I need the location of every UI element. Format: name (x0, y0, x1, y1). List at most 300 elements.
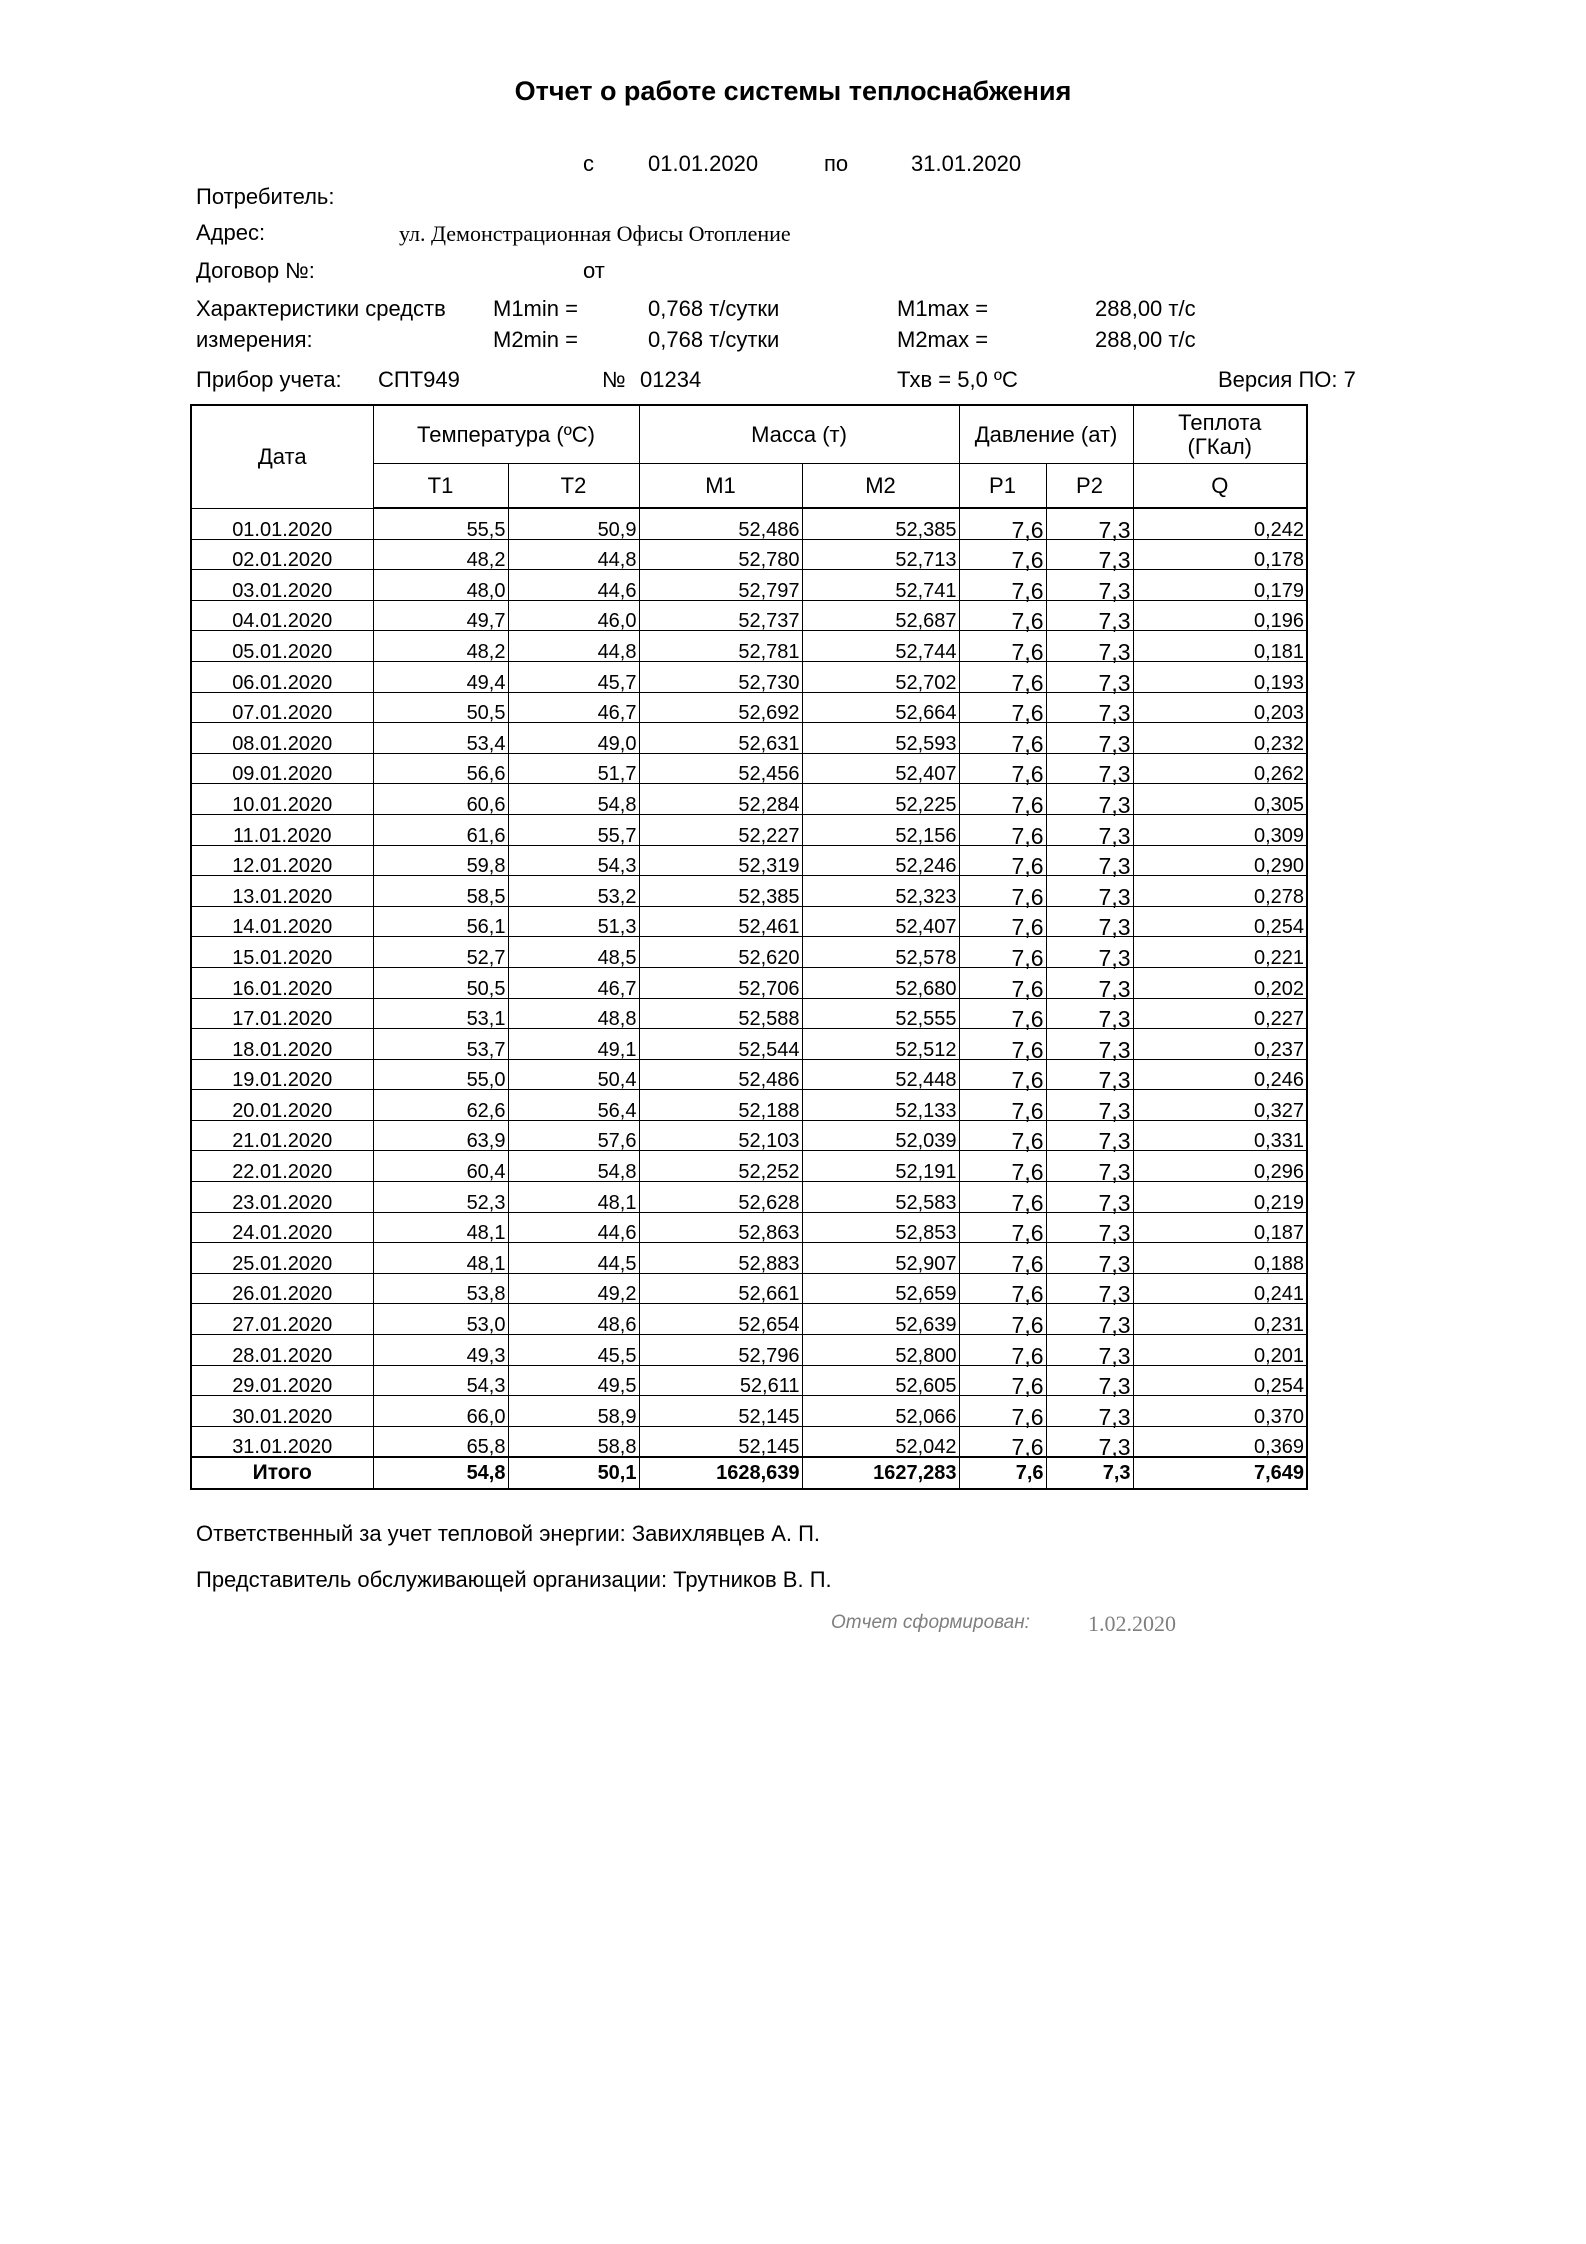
cell-p2: 7,3 (1046, 1426, 1133, 1457)
characteristics-label-line1: Характеристики средств (196, 296, 446, 321)
table-row (191, 631, 1307, 662)
cell-m1: 52,588 (639, 998, 802, 1029)
cell-date: 02.01.2020 (191, 539, 373, 570)
cell-p1: 7,6 (959, 1243, 1046, 1274)
cell-t2: 54,8 (508, 1151, 639, 1182)
table-row (191, 1029, 1307, 1060)
cell-q: 0,278 (1133, 876, 1307, 907)
cell-m1: 52,706 (639, 967, 802, 998)
period-from-date: 01.01.2020 (648, 151, 759, 176)
cell-t1: 50,5 (373, 967, 508, 998)
cell-q: 0,187 (1133, 1212, 1307, 1243)
cell-p2: 7,3 (1046, 814, 1133, 845)
cell-t1: 53,8 (373, 1273, 508, 1304)
cell-m1: 52,486 (639, 1059, 802, 1090)
header-p2: P2 (1046, 464, 1133, 509)
cell-t2: 49,0 (508, 723, 639, 754)
cell-t2: 44,5 (508, 1243, 639, 1274)
cell-m1: 52,654 (639, 1304, 802, 1335)
cell-p2: 7,3 (1046, 1335, 1133, 1366)
cell-m1: 52,486 (639, 508, 802, 539)
total-m2: 1627,283 (802, 1457, 959, 1489)
cell-t2: 58,9 (508, 1396, 639, 1427)
cell-p2: 7,3 (1046, 1151, 1133, 1182)
cell-m2: 52,225 (802, 784, 959, 815)
cell-t2: 48,5 (508, 937, 639, 968)
cell-p2: 7,3 (1046, 998, 1133, 1029)
cell-p2: 7,3 (1046, 1243, 1133, 1274)
cell-q: 0,196 (1133, 600, 1307, 631)
table-row (191, 1059, 1307, 1090)
total-m1: 1628,639 (639, 1457, 802, 1489)
cell-m2: 52,659 (802, 1273, 959, 1304)
table-row (191, 508, 1307, 539)
total-t2: 50,1 (508, 1457, 639, 1489)
table-row (191, 1151, 1307, 1182)
cell-t2: 50,4 (508, 1059, 639, 1090)
cell-t2: 48,8 (508, 998, 639, 1029)
header-heat-text: Теплота (ГКал) (1178, 409, 1262, 459)
header-date: Дата (191, 405, 373, 508)
cell-t1: 66,0 (373, 1396, 508, 1427)
header-temperature: Температура (ºС) (373, 405, 639, 464)
cell-date: 17.01.2020 (191, 998, 373, 1029)
cell-t2: 44,6 (508, 1212, 639, 1243)
cell-date: 30.01.2020 (191, 1396, 373, 1427)
cell-date: 16.01.2020 (191, 967, 373, 998)
cell-p1: 7,6 (959, 845, 1046, 876)
table-row (191, 661, 1307, 692)
cell-date: 20.01.2020 (191, 1090, 373, 1121)
cell-m2: 52,066 (802, 1396, 959, 1427)
cell-m1: 52,797 (639, 570, 802, 601)
cell-q: 0,219 (1133, 1182, 1307, 1213)
cell-t2: 57,6 (508, 1120, 639, 1151)
table-row (191, 539, 1307, 570)
cell-m1: 52,145 (639, 1426, 802, 1457)
cell-t2: 56,4 (508, 1090, 639, 1121)
cell-p1: 7,6 (959, 876, 1046, 907)
cell-t1: 53,4 (373, 723, 508, 754)
cell-p2: 7,3 (1046, 1059, 1133, 1090)
cell-t2: 45,7 (508, 661, 639, 692)
cell-q: 0,237 (1133, 1029, 1307, 1060)
cell-m1: 52,631 (639, 723, 802, 754)
cell-t1: 48,1 (373, 1212, 508, 1243)
cell-t1: 55,5 (373, 508, 508, 539)
cell-p1: 7,6 (959, 998, 1046, 1029)
cell-p1: 7,6 (959, 1273, 1046, 1304)
cold-water-temp: Тхв = 5,0 ºС (897, 367, 1018, 392)
cell-m1: 52,319 (639, 845, 802, 876)
cell-t1: 53,0 (373, 1304, 508, 1335)
cell-p1: 7,6 (959, 784, 1046, 815)
cell-m2: 52,605 (802, 1365, 959, 1396)
service-representative: Представитель обслуживающей организации: Трутников В. П. (196, 1567, 832, 1592)
cell-p2: 7,3 (1046, 1182, 1133, 1213)
cell-p1: 7,6 (959, 570, 1046, 601)
cell-t1: 60,6 (373, 784, 508, 815)
cell-t2: 51,3 (508, 906, 639, 937)
table-row (191, 814, 1307, 845)
cell-p2: 7,3 (1046, 661, 1133, 692)
cell-m2: 52,555 (802, 998, 959, 1029)
cell-p1: 7,6 (959, 508, 1046, 539)
cell-m1: 52,145 (639, 1396, 802, 1427)
total-date: Итого (191, 1457, 373, 1489)
cell-t1: 48,2 (373, 539, 508, 570)
device-model: СПТ949 (378, 367, 460, 392)
cell-date: 08.01.2020 (191, 723, 373, 754)
header-q: Q (1133, 464, 1307, 509)
table-row (191, 1212, 1307, 1243)
cell-m1: 52,628 (639, 1182, 802, 1213)
cell-m1: 52,611 (639, 1365, 802, 1396)
cell-q: 0,331 (1133, 1120, 1307, 1151)
cell-p2: 7,3 (1046, 600, 1133, 631)
cell-p1: 7,6 (959, 1029, 1046, 1060)
cell-m2: 52,744 (802, 631, 959, 662)
period-from-label: с (583, 151, 594, 176)
cell-date: 31.01.2020 (191, 1426, 373, 1457)
cell-t2: 49,5 (508, 1365, 639, 1396)
cell-p2: 7,3 (1046, 906, 1133, 937)
table-row (191, 753, 1307, 784)
table-row (191, 570, 1307, 601)
cell-t2: 48,1 (508, 1182, 639, 1213)
cell-date: 03.01.2020 (191, 570, 373, 601)
table-row (191, 1365, 1307, 1396)
cell-q: 0,290 (1133, 845, 1307, 876)
cell-q: 0,241 (1133, 1273, 1307, 1304)
cell-m1: 52,284 (639, 784, 802, 815)
cell-m2: 52,407 (802, 906, 959, 937)
cell-m1: 52,252 (639, 1151, 802, 1182)
m2max-label: M2max = (897, 327, 989, 352)
cell-m1: 52,796 (639, 1335, 802, 1366)
cell-t1: 56,1 (373, 906, 508, 937)
period-to-label: по (824, 151, 849, 176)
cell-t1: 62,6 (373, 1090, 508, 1121)
cell-q: 0,201 (1133, 1335, 1307, 1366)
cell-m2: 52,687 (802, 600, 959, 631)
cell-q: 0,254 (1133, 1365, 1307, 1396)
cell-p1: 7,6 (959, 692, 1046, 723)
cell-m2: 52,583 (802, 1182, 959, 1213)
table-row (191, 692, 1307, 723)
cell-t1: 60,4 (373, 1151, 508, 1182)
cell-t1: 65,8 (373, 1426, 508, 1457)
cell-date: 09.01.2020 (191, 753, 373, 784)
table-row (191, 600, 1307, 631)
cell-t1: 49,7 (373, 600, 508, 631)
table-row (191, 1182, 1307, 1213)
cell-p2: 7,3 (1046, 1396, 1133, 1427)
cell-p2: 7,3 (1046, 845, 1133, 876)
cell-p2: 7,3 (1046, 1120, 1133, 1151)
cell-m1: 52,661 (639, 1273, 802, 1304)
cell-p2: 7,3 (1046, 1212, 1133, 1243)
cell-t2: 53,2 (508, 876, 639, 907)
characteristics-label-line2: измерения: (196, 327, 313, 352)
cell-q: 0,181 (1133, 631, 1307, 662)
cell-m1: 52,737 (639, 600, 802, 631)
cell-q: 0,242 (1133, 508, 1307, 539)
cell-m1: 52,692 (639, 692, 802, 723)
cell-p1: 7,6 (959, 661, 1046, 692)
cell-p1: 7,6 (959, 1151, 1046, 1182)
cell-t2: 45,5 (508, 1335, 639, 1366)
cell-q: 0,179 (1133, 570, 1307, 601)
cell-p1: 7,6 (959, 539, 1046, 570)
cell-date: 22.01.2020 (191, 1151, 373, 1182)
cell-m1: 52,456 (639, 753, 802, 784)
cell-date: 05.01.2020 (191, 631, 373, 662)
cell-p2: 7,3 (1046, 967, 1133, 998)
report-title: Отчет о работе системы теплоснабжения (514, 76, 1072, 106)
cell-m1: 52,730 (639, 661, 802, 692)
table-row (191, 967, 1307, 998)
cell-p1: 7,6 (959, 1182, 1046, 1213)
cell-date: 23.01.2020 (191, 1182, 373, 1213)
table-row (191, 723, 1307, 754)
contract-from-label: от (583, 258, 605, 283)
cell-q: 0,254 (1133, 906, 1307, 937)
m2min-label: M2min = (493, 327, 578, 352)
cell-m1: 52,103 (639, 1120, 802, 1151)
cell-m2: 52,593 (802, 723, 959, 754)
cell-t2: 51,7 (508, 753, 639, 784)
cell-q: 0,370 (1133, 1396, 1307, 1427)
cell-q: 0,296 (1133, 1151, 1307, 1182)
cell-date: 26.01.2020 (191, 1273, 373, 1304)
table-row (191, 1426, 1307, 1457)
cell-m2: 52,133 (802, 1090, 959, 1121)
cell-m2: 52,664 (802, 692, 959, 723)
cell-m1: 52,227 (639, 814, 802, 845)
cell-p1: 7,6 (959, 814, 1046, 845)
cell-p1: 7,6 (959, 906, 1046, 937)
cell-t1: 48,1 (373, 1243, 508, 1274)
cell-m2: 52,039 (802, 1120, 959, 1151)
cell-p2: 7,3 (1046, 570, 1133, 601)
table-row (191, 1335, 1307, 1366)
cell-m1: 52,883 (639, 1243, 802, 1274)
cell-t1: 59,8 (373, 845, 508, 876)
total-row (191, 1457, 1307, 1489)
m1min-label: M1min = (493, 296, 578, 321)
cell-m1: 52,780 (639, 539, 802, 570)
cell-date: 12.01.2020 (191, 845, 373, 876)
cell-t1: 48,2 (373, 631, 508, 662)
cell-t2: 48,6 (508, 1304, 639, 1335)
cell-p1: 7,6 (959, 1426, 1046, 1457)
cell-date: 06.01.2020 (191, 661, 373, 692)
cell-q: 0,202 (1133, 967, 1307, 998)
cell-t1: 63,9 (373, 1120, 508, 1151)
cell-date: 27.01.2020 (191, 1304, 373, 1335)
cell-t1: 53,1 (373, 998, 508, 1029)
table-row (191, 1120, 1307, 1151)
table-row (191, 1090, 1307, 1121)
cell-m2: 52,907 (802, 1243, 959, 1274)
cell-q: 0,305 (1133, 784, 1307, 815)
table-row (191, 906, 1307, 937)
header-p1: P1 (959, 464, 1046, 509)
cell-p1: 7,6 (959, 631, 1046, 662)
table-row (191, 1243, 1307, 1274)
header-pressure: Давление (ат) (959, 405, 1133, 464)
header-t2: T2 (508, 464, 639, 509)
cell-p2: 7,3 (1046, 692, 1133, 723)
cell-p2: 7,3 (1046, 753, 1133, 784)
cell-t1: 53,7 (373, 1029, 508, 1060)
cell-m2: 52,191 (802, 1151, 959, 1182)
cell-m2: 52,578 (802, 937, 959, 968)
cell-t1: 52,3 (373, 1182, 508, 1213)
device-number-label: № (602, 367, 626, 392)
cell-t2: 44,6 (508, 570, 639, 601)
cell-t2: 54,8 (508, 784, 639, 815)
generated-label: Отчет сформирован: (831, 1612, 1030, 1633)
cell-q: 0,221 (1133, 937, 1307, 968)
cell-q: 0,232 (1133, 723, 1307, 754)
cell-t1: 61,6 (373, 814, 508, 845)
cell-p1: 7,6 (959, 1365, 1046, 1396)
cell-m1: 52,863 (639, 1212, 802, 1243)
cell-t1: 48,0 (373, 570, 508, 601)
cell-m2: 52,385 (802, 508, 959, 539)
cell-p2: 7,3 (1046, 937, 1133, 968)
cell-q: 0,231 (1133, 1304, 1307, 1335)
cell-m2: 52,156 (802, 814, 959, 845)
total-q: 7,649 (1133, 1457, 1307, 1489)
device-number: 01234 (640, 367, 702, 392)
cell-t2: 49,2 (508, 1273, 639, 1304)
cell-t2: 46,0 (508, 600, 639, 631)
cell-p2: 7,3 (1046, 723, 1133, 754)
cell-p2: 7,3 (1046, 1090, 1133, 1121)
cell-q: 0,369 (1133, 1426, 1307, 1457)
cell-p2: 7,3 (1046, 1273, 1133, 1304)
cell-t2: 44,8 (508, 631, 639, 662)
cell-p1: 7,6 (959, 1090, 1046, 1121)
cell-m1: 52,781 (639, 631, 802, 662)
total-t1: 54,8 (373, 1457, 508, 1489)
cell-m2: 52,702 (802, 661, 959, 692)
cell-m2: 52,800 (802, 1335, 959, 1366)
cell-q: 0,246 (1133, 1059, 1307, 1090)
cell-date: 21.01.2020 (191, 1120, 373, 1151)
cell-t1: 49,4 (373, 661, 508, 692)
m2min-value: 0,768 т/сутки (648, 327, 780, 352)
cell-m2: 52,639 (802, 1304, 959, 1335)
cell-t2: 50,9 (508, 508, 639, 539)
cell-date: 24.01.2020 (191, 1212, 373, 1243)
m1max-label: M1max = (897, 296, 989, 321)
cell-p1: 7,6 (959, 1212, 1046, 1243)
cell-m1: 52,188 (639, 1090, 802, 1121)
cell-q: 0,227 (1133, 998, 1307, 1029)
cell-m1: 52,385 (639, 876, 802, 907)
consumer-label: Потребитель: (196, 184, 335, 209)
cell-date: 10.01.2020 (191, 784, 373, 815)
cell-m2: 52,246 (802, 845, 959, 876)
cell-q: 0,327 (1133, 1090, 1307, 1121)
m2max-value: 288,00 т/с (1095, 327, 1196, 352)
cell-t2: 54,3 (508, 845, 639, 876)
cell-m2: 52,448 (802, 1059, 959, 1090)
cell-date: 13.01.2020 (191, 876, 373, 907)
total-p1: 7,6 (959, 1457, 1046, 1489)
cell-m2: 52,042 (802, 1426, 959, 1457)
table-row (191, 998, 1307, 1029)
cell-t1: 50,5 (373, 692, 508, 723)
cell-date: 01.01.2020 (191, 508, 373, 539)
cell-t2: 55,7 (508, 814, 639, 845)
cell-p1: 7,6 (959, 723, 1046, 754)
cell-p1: 7,6 (959, 753, 1046, 784)
software-version: Версия ПО: 7 (1218, 367, 1356, 392)
cell-date: 18.01.2020 (191, 1029, 373, 1060)
cell-p1: 7,6 (959, 1059, 1046, 1090)
total-p2: 7,3 (1046, 1457, 1133, 1489)
cell-t2: 44,8 (508, 539, 639, 570)
cell-p2: 7,3 (1046, 508, 1133, 539)
cell-q: 0,193 (1133, 661, 1307, 692)
cell-m1: 52,544 (639, 1029, 802, 1060)
period-to-date: 31.01.2020 (911, 151, 1022, 176)
table-row (191, 1304, 1307, 1335)
cell-m1: 52,461 (639, 906, 802, 937)
cell-t2: 46,7 (508, 692, 639, 723)
cell-t1: 49,3 (373, 1335, 508, 1366)
cell-p1: 7,6 (959, 1120, 1046, 1151)
m1max-value: 288,00 т/с (1095, 296, 1196, 321)
cell-m2: 52,713 (802, 539, 959, 570)
table-row (191, 876, 1307, 907)
header-mass: Масса (т) (639, 405, 959, 464)
cell-t1: 58,5 (373, 876, 508, 907)
cell-date: 07.01.2020 (191, 692, 373, 723)
cell-p2: 7,3 (1046, 1365, 1133, 1396)
table-row (191, 845, 1307, 876)
responsible-person: Ответственный за учет тепловой энергии: Завихлявцев А. П. (196, 1521, 821, 1546)
cell-date: 28.01.2020 (191, 1335, 373, 1366)
cell-p1: 7,6 (959, 1304, 1046, 1335)
cell-p1: 7,6 (959, 1335, 1046, 1366)
table-row (191, 1273, 1307, 1304)
cell-m2: 52,407 (802, 753, 959, 784)
cell-t1: 52,7 (373, 937, 508, 968)
cell-date: 14.01.2020 (191, 906, 373, 937)
cell-m2: 52,853 (802, 1212, 959, 1243)
cell-date: 11.01.2020 (191, 814, 373, 845)
cell-p1: 7,6 (959, 1396, 1046, 1427)
cell-p1: 7,6 (959, 600, 1046, 631)
cell-p2: 7,3 (1046, 539, 1133, 570)
cell-m2: 52,741 (802, 570, 959, 601)
cell-p1: 7,6 (959, 967, 1046, 998)
cell-t2: 49,1 (508, 1029, 639, 1060)
cell-t1: 56,6 (373, 753, 508, 784)
cell-q: 0,309 (1133, 814, 1307, 845)
cell-date: 04.01.2020 (191, 600, 373, 631)
cell-date: 25.01.2020 (191, 1243, 373, 1274)
cell-p2: 7,3 (1046, 1029, 1133, 1060)
header-heat (1133, 405, 1307, 464)
cell-t1: 54,3 (373, 1365, 508, 1396)
